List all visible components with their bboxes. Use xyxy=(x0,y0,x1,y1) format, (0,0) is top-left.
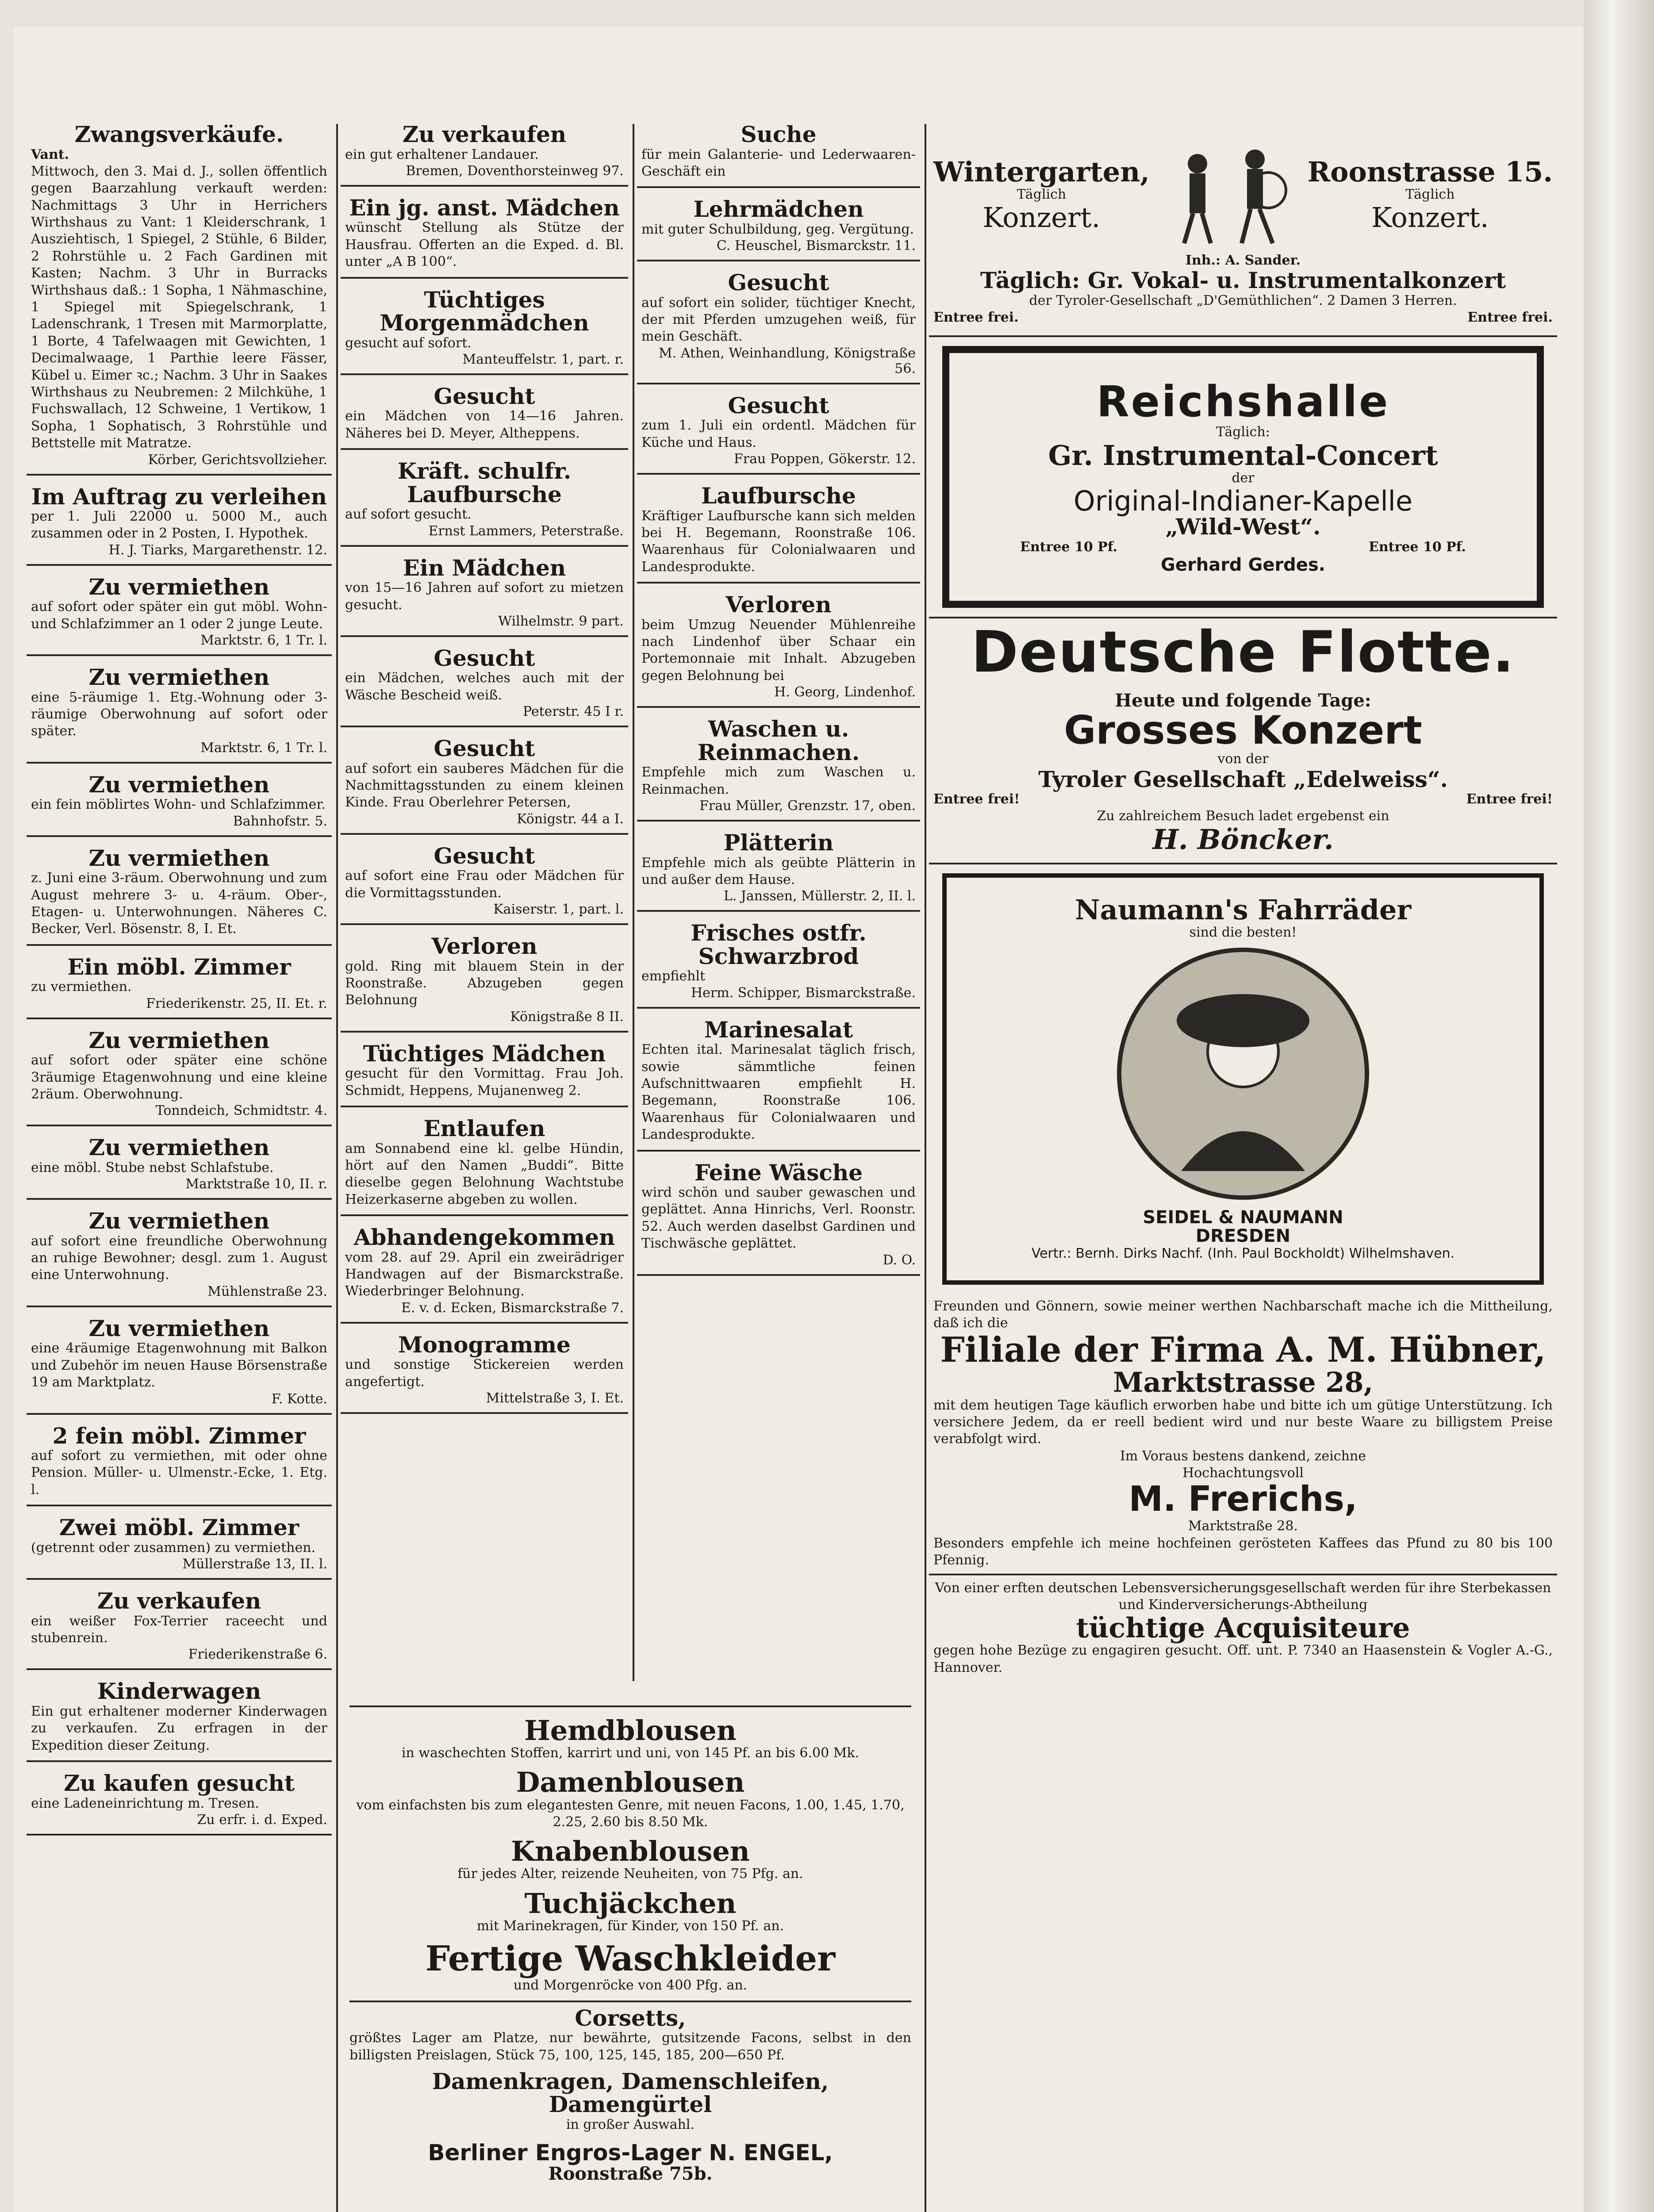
ad-title: Im Auftrag zu verleihen xyxy=(31,483,327,510)
ad-signature: E. v. d. Ecken, Bismarckstraße 7. xyxy=(401,1300,624,1316)
advertisement xyxy=(341,119,628,187)
flotte-invite: Zu zahlreichem Besuch ladet ergebenst ein xyxy=(1097,808,1389,824)
ad-title: Zu vermiethen xyxy=(88,1134,270,1161)
ad-signature: Körber, Gerichtsvollzieher. xyxy=(148,452,327,468)
lv-title: tüchtige Acquisiteure xyxy=(1076,1612,1410,1644)
engel-line-8: Berliner Engros-Lager N. ENGEL, xyxy=(428,2140,833,2166)
ad-title: Marinesalat xyxy=(704,1016,853,1043)
engel-line-7: Damenkragen, Damenschleifen, Damengürtel xyxy=(432,2068,829,2118)
ad-title: Tüchtiges Mädchen xyxy=(363,1040,606,1067)
engel-text-5: und Morgenröcke von 400 Pfg. an. xyxy=(513,1978,748,1993)
advertisement xyxy=(341,733,628,835)
ad-text: Ein gut erhaltener moderner Kinderwagen zu verkaufen. Zu erfragen in der Expedition dieser Zeitung. xyxy=(31,1703,327,1753)
ad-text: eine möbl. Stube nebst Schlafstube. xyxy=(31,1160,274,1175)
lv-intro: Von einer erften deutschen Lebensversicherungsgesellschaft werden für ihre Sterbekassen und Kinderversicherungs-Abtheilung xyxy=(935,1580,1551,1613)
advertisement xyxy=(341,193,628,279)
ad-signature: Marktstraße 10, II. r. xyxy=(185,1176,327,1192)
advertisement xyxy=(637,119,920,188)
engel-text-3: für jedes Alter, reizende Neuheiten, von 75 Pfg. an. xyxy=(457,1866,803,1882)
price-1: Entree 10 Pf. xyxy=(1020,539,1117,555)
advertisement xyxy=(27,482,332,566)
wintergarten-title: Wintergarten, xyxy=(933,155,1150,188)
ad-title: Gesucht xyxy=(434,645,535,671)
huebner-coffee: Besonders empfehle ich meine hochfeinen gerösteten Kaffees das Pfund zu 80 bis 100 Pfennig. xyxy=(933,1535,1553,1568)
advertisement xyxy=(27,119,332,476)
advertisement xyxy=(27,952,332,1019)
naumann-brand: Naumann's Fahrräder xyxy=(1075,893,1412,926)
advertisement xyxy=(27,662,332,764)
price-2: Entree 10 Pf. xyxy=(1369,539,1466,555)
ad-signature: Ernst Lammers, Peterstraße. xyxy=(428,523,624,539)
engel-text-1: in waschechten Stoffen, karrirt und uni, von 145 Pf. an bis 6.00 Mk. xyxy=(401,1745,860,1761)
advertisement xyxy=(341,1330,628,1414)
engel-line-6: Corsetts, xyxy=(349,2001,911,2030)
deutsche-flotte-title: Deutsche Flotte. xyxy=(971,619,1515,686)
ad-text: auf sofort oder später ein gut möbl. Wohn- und Schlafzimmer an 1 oder 2 junge Leute. xyxy=(31,599,327,632)
ad-text: ein gut erhaltener Landauer. xyxy=(345,146,539,162)
ad-text: zu vermiethen. xyxy=(31,979,132,995)
ad-title: Gesucht xyxy=(434,383,535,409)
ad-signature: F. Kotte. xyxy=(271,1391,327,1407)
ad-title: Gesucht xyxy=(434,842,535,869)
ad-title: Ein möbl. Zimmer xyxy=(67,953,291,980)
advertisement xyxy=(637,391,920,475)
engel-line-1: Hemdblousen xyxy=(524,1714,737,1747)
advertisement xyxy=(27,1133,332,1200)
advertisement xyxy=(27,1768,332,1836)
naumann-ad xyxy=(942,873,1544,1285)
ad-signature: Königstr. 44 a I. xyxy=(517,811,624,827)
reichshalle-name: „Wild-West“. xyxy=(1165,514,1321,540)
deutsche-flotte-ad xyxy=(929,617,1557,864)
ad-text: am Sonnabend eine kl. gelbe Hündin, hört auf den Namen „Buddi“. Bitte dieselbe gegen Belohnung Wachtstube Heizerkaserne abgeben zu wollen. xyxy=(345,1141,624,1207)
band-illustration xyxy=(1158,137,1299,252)
ad-title: Gesucht xyxy=(434,735,535,762)
ad-title: Gesucht xyxy=(728,269,829,296)
ad-title: Ein Mädchen xyxy=(403,554,566,581)
ad-text: Empfehle mich zum Waschen u. Reinmachen. xyxy=(641,764,916,797)
reichshalle-daily: Täglich: xyxy=(1216,424,1270,440)
ad-text: eine 4räumige Etagenwohnung mit Balkon und Zubehör im neuen Hause Börsenstraße 19 am Marktplatz. xyxy=(31,1340,327,1390)
ad-text: von 15—16 Jahren auf sofort zu mietzen gesucht. xyxy=(345,580,624,613)
advertisement xyxy=(27,1025,332,1127)
ad-title: Feine Wäsche xyxy=(694,1159,863,1186)
ad-text: mit guter Schulbildung, geg. Vergütung. xyxy=(641,221,914,237)
ad-signature: Bremen, Doventhorsteinweg 97. xyxy=(406,163,624,179)
naumann-city: DRESDEN xyxy=(1195,1226,1291,1247)
huebner-text: mit dem heutigen Tage käuflich erworben habe und bitte ich um gütige Unterstützung. Ich versichere Jedem, da er reell bedient wird und nur beste Waare zu billigstem Preise verabfolgt wird. xyxy=(933,1397,1553,1447)
advertisement xyxy=(637,194,920,261)
ad-text: auf sofort eine freundliche Oberwohnung an ruhige Bewohner; desgl. zum 1. August eine Unterwohnung. xyxy=(31,1233,327,1283)
engel-text-8: Roonstraße 75b. xyxy=(548,2163,713,2184)
ad-title: Waschen u. Reinmachen. xyxy=(697,716,860,765)
advertisement xyxy=(341,1039,628,1107)
ad-signature: M. Athen, Weinhandlung, Königstraße 56. xyxy=(658,345,916,376)
ad-title: Zu vermiethen xyxy=(88,771,270,798)
engel-text-4: mit Marinekragen, für Kinder, von 150 Pf. an. xyxy=(476,1918,784,1934)
ad-title: Laufbursche xyxy=(701,483,856,509)
advertisement xyxy=(27,1421,332,1507)
engel-advertisement xyxy=(349,1705,911,2183)
ad-text: beim Umzug Neuender Mühlenreihe nach Lindenhof über Schaar ein Portemonnaie mit Inhalt. Abzugeben gegen Belohnung bei xyxy=(641,617,916,684)
ad-text: Empfehle mich als geübte Plätterin in und außer dem Hause. xyxy=(641,855,916,887)
ad-signature: Tonndeich, Schmidtstr. 4. xyxy=(155,1103,327,1119)
reichshalle-title: Reichshalle xyxy=(1096,376,1390,426)
column-rule xyxy=(925,124,926,2212)
flotte-days: Heute und folgende Tage: xyxy=(1115,690,1371,711)
engel-line-3: Knabenblousen xyxy=(511,1835,750,1868)
wintergarten-ad xyxy=(929,133,1557,337)
ad-title: Suche xyxy=(741,121,817,147)
engel-text-6: größtes Lager am Platze, nur bewährte, gutsitzende Facons, selbst in den billigsten Preislagen, Stück 75, 100, 125, 145, 185, 200—650 Pf. xyxy=(349,2030,911,2063)
ad-text: empfiehlt xyxy=(641,968,706,984)
entree-right: Entree frei. xyxy=(1467,310,1553,326)
ad-signature: Bahnhofstr. 5. xyxy=(233,813,327,829)
versicherung-ad xyxy=(929,1575,1557,1681)
ad-text: gesucht für den Vormittag. Frau Joh. Schmidt, Heppens, Mujanenweg 2. xyxy=(345,1066,624,1098)
ad-text: und sonstige Stickereien werden angefertigt. xyxy=(345,1357,624,1390)
advertisement xyxy=(341,841,628,925)
advertisement xyxy=(27,843,332,946)
ad-title: Ein jg. anst. Mädchen xyxy=(349,194,620,221)
flotte-owner: H. Böncker. xyxy=(1152,823,1334,856)
ad-signature: Manteuffelstr. 1, part. r. xyxy=(462,351,624,367)
wintergarten-address: Roonstrasse 15. xyxy=(1307,155,1553,188)
ad-signature: Königstraße 8 II. xyxy=(510,1009,624,1025)
ad-title: Zu kaufen gesucht xyxy=(64,1770,295,1797)
ad-text: zum 1. Juli ein ordentl. Mädchen für Küche und Haus. xyxy=(641,418,916,450)
ad-text: ein Mädchen von 14—16 Jahren. Näheres bei D. Meyer, Altheppens. xyxy=(345,408,624,441)
huebner-thanks: Im Voraus bestens dankend, zeichne xyxy=(1120,1448,1366,1464)
huebner-street: Marktstrasse 28, xyxy=(1113,1366,1374,1399)
flotte-entree-right: Entree frei! xyxy=(1466,791,1553,807)
reichshalle-ad xyxy=(942,346,1544,608)
ad-signature: Peterstr. 45 I r. xyxy=(523,704,624,720)
ad-text: wünscht Stellung als Stütze der Hausfrau. Offerten an die Exped. d. Bl. unter „A B 100“. xyxy=(345,220,624,270)
advertisement xyxy=(27,1586,332,1670)
advertisement xyxy=(341,931,628,1033)
ad-signature: H. Georg, Lindenhof. xyxy=(774,684,916,700)
engel-line-5: Fertige Waschkleider xyxy=(425,1939,836,1979)
ad-title: Lehrmädchen xyxy=(693,196,864,223)
huebner-addr: Marktstraße 28. xyxy=(1188,1518,1298,1534)
advertisement xyxy=(341,1222,628,1324)
advertisement xyxy=(27,1513,332,1580)
ad-title: Kinderwagen xyxy=(97,1678,261,1705)
column-1 xyxy=(27,119,332,2212)
advertisement xyxy=(341,456,628,546)
huebner-name: M. Frerichs, xyxy=(1128,1479,1358,1520)
advertisement xyxy=(637,1015,920,1152)
ad-signature: Friederikenstraße 6. xyxy=(188,1647,327,1663)
ad-text: (getrennt oder zusammen) zu vermiethen. xyxy=(31,1540,316,1555)
advertisement xyxy=(341,643,628,727)
ad-text: gold. Ring mit blauem Stein in der Roonstraße. Abzugeben gegen Belohnung xyxy=(345,958,624,1008)
advertisement xyxy=(637,481,920,584)
advertisement xyxy=(27,770,332,837)
naumann-vertr: Vertr.: Bernh. Dirks Nachf. (Inh. Paul Bockholdt) Wilhelmshaven. xyxy=(1031,1246,1455,1262)
ad-text: auf sofort eine Frau oder Mädchen für die Vormittagsstunden. xyxy=(345,868,624,901)
advertisement xyxy=(341,1114,628,1216)
ad-title: Zu vermiethen xyxy=(88,1208,270,1234)
ad-title: Zu vermiethen xyxy=(88,1315,270,1341)
advertisement xyxy=(27,1313,332,1415)
reichshalle-owner: Gerhard Gerdes. xyxy=(1161,555,1325,576)
ad-signature: Frau Müller, Grenzstr. 17, oben. xyxy=(699,798,916,814)
advertisement xyxy=(27,1206,332,1307)
ad-signature: Marktstr. 6, 1 Tr. l. xyxy=(200,633,327,649)
column-rule xyxy=(633,124,634,1681)
advertisement xyxy=(637,590,920,708)
huebner-hoch: Hochachtungsvoll xyxy=(1182,1465,1304,1481)
reichshalle-concert: Gr. Instrumental-Concert xyxy=(1048,439,1438,472)
advertisement xyxy=(27,1676,332,1762)
ad-signature: H. J. Tiarks, Margarethenstr. 12. xyxy=(108,542,327,558)
huebner-title: Filiale der Firma A. M. Hübner, xyxy=(940,1329,1546,1370)
advertisement xyxy=(341,553,628,637)
ad-text: für mein Galanterie- und Lederwaaren-Geschäft ein xyxy=(641,146,916,179)
flotte-entree-left: Entree frei! xyxy=(933,791,1020,807)
ad-signature: Zu erfr. i. d. Exped. xyxy=(197,1812,327,1828)
ad-title: Zu vermiethen xyxy=(88,1027,270,1053)
naumann-maker: SEIDEL & NAUMANN xyxy=(1143,1207,1343,1228)
ad-text: auf sofort ein sauberes Mädchen für die Nachmittagsstunden zu einem kleinen Kinde. Frau Oberlehrer Petersen, xyxy=(345,760,624,810)
ad-text: gesucht auf sofort. xyxy=(345,335,472,351)
engel-line-4: Tuchjäckchen xyxy=(524,1887,737,1920)
ad-title: Zu verkaufen xyxy=(402,121,567,147)
advertisement xyxy=(637,828,920,912)
concert-line: Täglich: Gr. Vokal- u. Instrumentalkonzert xyxy=(980,267,1506,294)
ad-text: ein fein möblirtes Wohn- und Schlafzimmer. xyxy=(31,797,326,813)
flotte-band: Tyroler Gesellschaft „Edelweiss“. xyxy=(1038,766,1448,792)
advertisement xyxy=(341,381,628,450)
ad-signature: Kaiserstr. 1, part. l. xyxy=(493,902,624,918)
naumann-claim: sind die besten! xyxy=(1189,924,1297,940)
daily-label: Täglich xyxy=(1405,186,1455,202)
ad-title: Zu verkaufen xyxy=(97,1588,261,1614)
ad-title: Abhandengekommen xyxy=(353,1224,615,1251)
ad-title: Plätterin xyxy=(723,830,834,856)
ad-text: ein Mädchen, welches auch mit der Wäsche Bescheid weiß. xyxy=(345,670,624,703)
entree-left: Entree frei. xyxy=(933,310,1019,326)
advertisement xyxy=(341,285,628,375)
engel-line-2: Damenblousen xyxy=(516,1766,745,1799)
flotte-concert: Grosses Konzert xyxy=(1064,707,1422,753)
column-rule xyxy=(336,124,338,2212)
ad-title: Kräft. schulfr. Laufbursche xyxy=(397,458,572,507)
ad-subtitle: Vant. xyxy=(31,146,69,162)
advertisement xyxy=(637,268,920,384)
engel-text-7: in großer Auswahl. xyxy=(566,2116,695,2132)
ad-signature: Marktstr. 6, 1 Tr. l. xyxy=(200,740,327,756)
flotte-von: von der xyxy=(1217,751,1269,767)
advertisement xyxy=(27,572,332,656)
engel-text-2: vom einfachsten bis zum elegantesten Genre, mit neuen Facons, 1.00, 1.45, 1.70, 2.25, 2.60 bis 8.50 Mk. xyxy=(356,1797,905,1830)
daily-label: Täglich xyxy=(1017,186,1067,202)
ad-signature: Frau Poppen, Gökerstr. 12. xyxy=(733,451,916,467)
konzert-label: Konzert. xyxy=(1371,201,1489,234)
lv-text: gegen hohe Bezüge zu engagiren gesucht. Off. unt. P. 7340 an Haasenstein & Vogler A.-G., Hannover. xyxy=(933,1643,1553,1675)
ad-title: Zu vermiethen xyxy=(88,845,270,871)
concert-sub: der Tyroler-Gesellschaft „D'Gemüthlichen“. 2 Damen 3 Herren. xyxy=(1029,292,1457,308)
ad-title: Entlaufen xyxy=(423,1115,545,1142)
advertisement xyxy=(637,714,920,822)
ad-title: Verloren xyxy=(725,591,832,618)
ad-title: Zu vermiethen xyxy=(88,573,270,600)
ad-text: z. Juni eine 3-räum. Oberwohnung und zum August mehrere 3- u. 4-räum. Ober-, Etagen- u. Unterwohnungen. Näheres C. Becker, Verl. Bösenstr. 8, I. Et. xyxy=(31,870,327,937)
owner-line: Inh.: A. Sander. xyxy=(1185,253,1301,268)
ad-text: eine Ladeneinrichtung m. Tresen. xyxy=(31,1795,259,1811)
ad-text: Echten ital. Marinesalat täglich frisch, sowie sämmtliche feinen Aufschnittwaaren empfiehlt H. Begemann, Roonstraße 106. Waarenhaus für Colonialwaaren und Landesprodukte. xyxy=(641,1042,916,1143)
ad-signature: D. O. xyxy=(883,1252,916,1268)
ad-signature: Mittelstraße 3, I. Et. xyxy=(486,1390,624,1406)
ad-text: auf sofort oder später eine schöne 3räumige Etagenwohnung und eine kleine 2räum. Oberwohnung. xyxy=(31,1052,327,1102)
ad-signature: L. Janssen, Müllerstr. 2, II. l. xyxy=(723,888,916,904)
column-2 xyxy=(341,119,628,1703)
ad-title: Frisches ostfr. Schwarzbrod xyxy=(691,920,867,969)
ad-text: Mittwoch, den 3. Mai d. J., sollen öffentlich gegen Baarzahlung verkauft werden: Nachmittags 3 Uhr in Herrichers Wirthshaus zu Vant: 1 Kleiderschrank, 1 Ausziehtisch, 1 Spiegel, 2 Stühle, 6 Bilder, 2 Rohrstühle u. 2 Fach Gardinen mit Kasten; Nachm. 3 Uhr in Burracks Wirthshaus daß.: 1 Sopha, 1 Nähmaschine, 1 Spiegel mit Spiegelschrank, 1 Ladenschrank, 1 Tresen mit Marmorplatte, 1 Borte, 4 Tafelwaagen mit Gewichten, 1 Decimalwaage, 1 Parthie leere Fässer, Kübel u. Eimer ꝛc.; Nachm. 3 Uhr in Saakes Wirthshaus zu Neubremen: 2 Milchkühe, 1 Fuchswallach, 12 Schweine, 1 Vertikow, 1 Sopha, 1 Sophatisch, 3 Rohrstühle und Bettstelle mit Matratze. xyxy=(31,163,327,451)
reichshalle-der: der xyxy=(1232,470,1255,486)
advertisement xyxy=(637,918,920,1008)
ad-signature: Wilhelmstr. 9 part. xyxy=(498,613,624,629)
ad-signature: Friederikenstr. 25, II. Et. r. xyxy=(146,995,327,1011)
page-edge xyxy=(1584,0,1654,2212)
naumann-portrait xyxy=(1106,941,1380,1206)
ad-text: wird schön und sauber gewaschen und geplättet. Anna Hinrichs, Verl. Roonstr. 52. Auch werden daselbst Gardinen und Tischwäsche geplättet. xyxy=(641,1185,916,1252)
ad-title: Zwangsverkäufe. xyxy=(74,121,284,147)
ad-title: Tüchtiges Morgenmädchen xyxy=(380,286,589,336)
konzert-label: Konzert. xyxy=(982,201,1101,234)
huebner-ad xyxy=(929,1294,1557,1575)
ad-text: auf sofort ein solider, tüchtiger Knecht, der mit Pferden umzugehen weiß, für mein Geschäft. xyxy=(641,295,916,345)
ad-title: 2 fein möbl. Zimmer xyxy=(52,1422,306,1449)
ad-title: Zu vermiethen xyxy=(88,664,270,691)
ad-title: Verloren xyxy=(431,933,537,960)
column-right xyxy=(929,133,1557,2212)
ad-text: vom 28. auf 29. April ein zweirädriger Handwagen auf der Bismarckstraße. Wiederbringer Belohnung. xyxy=(345,1249,624,1299)
ad-title: Gesucht xyxy=(728,392,829,419)
ad-text: per 1. Juli 22000 u. 5000 M., auch zusammen oder in 2 Posten, I. Hypothek. xyxy=(31,509,327,541)
reichshalle-band: Original-Indianer-Kapelle xyxy=(1073,485,1413,518)
ad-signature: Müllerstraße 13, II. l. xyxy=(182,1556,327,1572)
ad-text: Kräftiger Laufbursche kann sich melden bei H. Begemann, Roonstraße 106. Waarenhaus für Colonialwaaren und Landesprodukte. xyxy=(641,508,916,575)
huebner-intro: Freunden und Gönnern, sowie meiner werthen Nachbarschaft mache ich die Mittheilung, daß ich die xyxy=(933,1298,1553,1331)
ad-title: Zwei möbl. Zimmer xyxy=(59,1514,299,1541)
column-3 xyxy=(637,119,920,1703)
ad-title: Monogramme xyxy=(398,1331,571,1358)
ad-text: eine 5-räumige 1. Etg.-Wohnung oder 3-räumige Oberwohnung auf sofort oder später. xyxy=(31,689,327,739)
advertisement xyxy=(637,1158,920,1276)
ad-signature: Herm. Schipper, Bismarckstraße. xyxy=(691,985,916,1001)
ad-text: auf sofort zu vermiethen, mit oder ohne Pension. Müller- u. Ulmenstr.-Ecke, 1. Etg. l. xyxy=(31,1448,327,1498)
ad-signature: C. Heuschel, Bismarckstr. 11. xyxy=(716,238,916,254)
ad-text: auf sofort gesucht. xyxy=(345,507,472,522)
ad-text: ein weißer Fox-Terrier raceecht und stubenrein. xyxy=(31,1613,327,1646)
ad-signature: Mühlenstraße 23. xyxy=(207,1283,327,1299)
